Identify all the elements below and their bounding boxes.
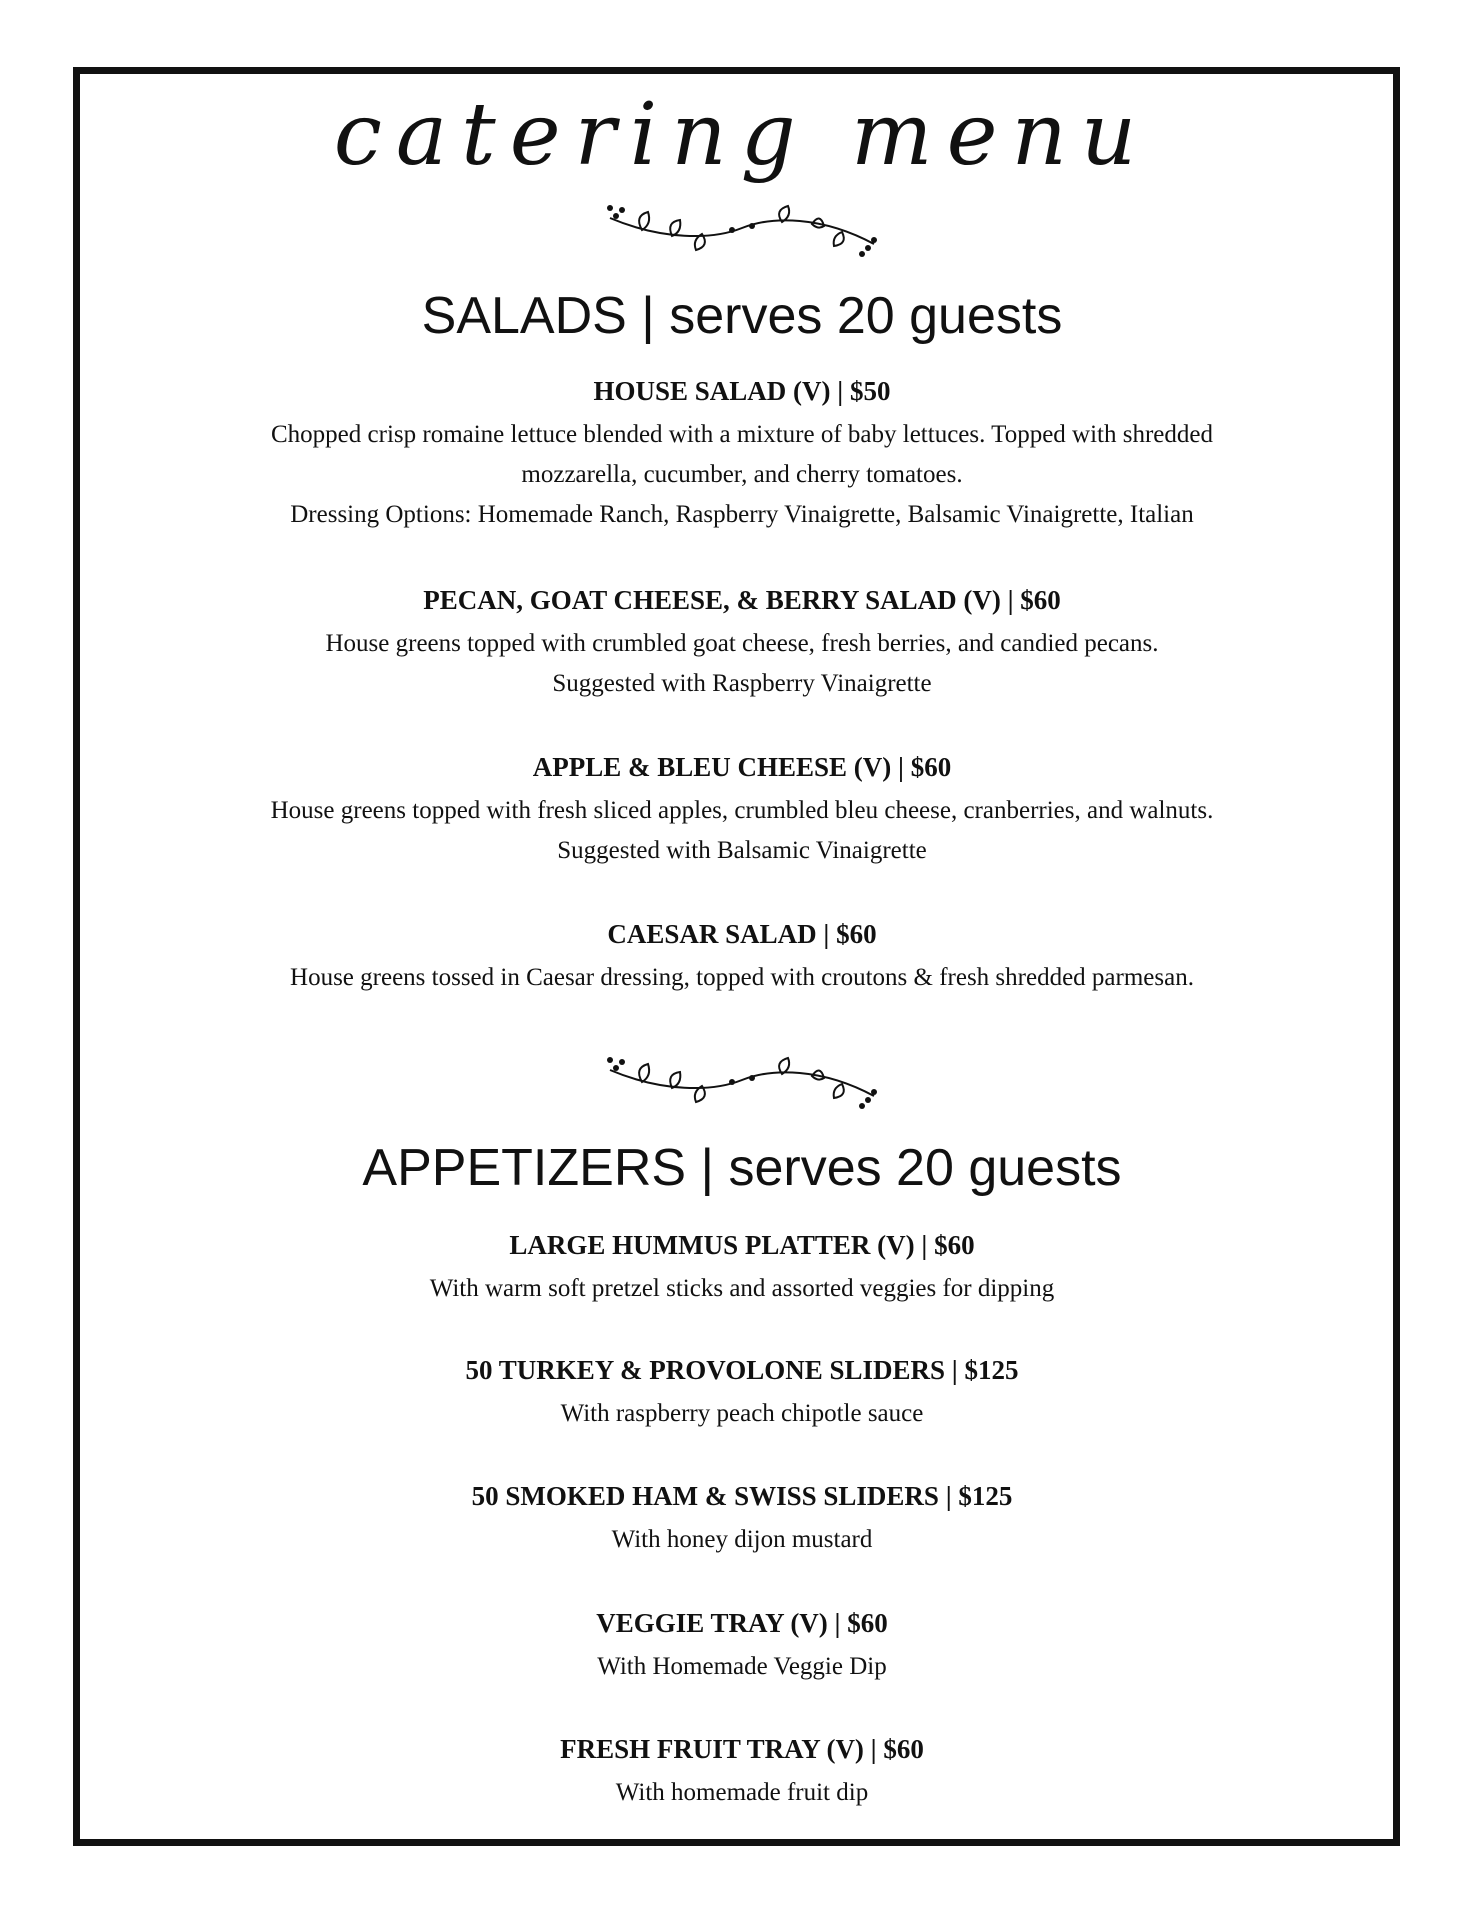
- description-line: With warm soft pretzel sticks and assorted veggies for dipping: [429, 1275, 1055, 1302]
- description-line: House greens topped with crumbled goat cheese, fresh berries, and candied pecans.: [325, 630, 1159, 657]
- description-line: House greens topped with fresh sliced apples, crumbled bleu cheese, cranberries, and walnuts.: [270, 797, 1214, 824]
- description-line: mozzarella, cucumber, and cherry tomatoes.: [521, 461, 963, 488]
- item-title: PECAN, GOAT CHEESE, & BERRY SALAD (V) | $60: [423, 585, 1061, 615]
- description-line: With raspberry peach chipotle sauce: [560, 1400, 924, 1427]
- item-title: LARGE HUMMUS PLATTER (V) | $60: [509, 1230, 975, 1260]
- item-title: VEGGIE TRAY (V) | $60: [596, 1608, 888, 1638]
- appetizers-section: [0, 1139, 1484, 1197]
- section-heading: APPETIZERS | serves 20 guests: [362, 1139, 1122, 1197]
- leaf-vine-divider-icon: [602, 200, 882, 260]
- item-description: [0, 1647, 1484, 1687]
- item-title: 50 TURKEY & PROVOLONE SLIDERS | $125: [465, 1355, 1019, 1385]
- item-description: [0, 1773, 1484, 1813]
- item-description: [0, 415, 1484, 535]
- item-description: [0, 1520, 1484, 1560]
- item-title: CAESAR SALAD | $60: [607, 919, 877, 949]
- menu-item: [0, 754, 1484, 871]
- description-line: With Homemade Veggie Dip: [597, 1653, 887, 1680]
- menu-item: [0, 921, 1484, 998]
- item-description: [0, 958, 1484, 998]
- menu-item: [0, 1483, 1484, 1560]
- description-line: With honey dijon mustard: [611, 1526, 873, 1553]
- item-description: [0, 1269, 1484, 1309]
- menu-item: [0, 1232, 1484, 1309]
- item-description: [0, 1394, 1484, 1434]
- leaf-vine-divider-icon: [602, 1052, 882, 1112]
- menu-item: [0, 1736, 1484, 1813]
- menu-item: [0, 587, 1484, 704]
- menu-item: [0, 1357, 1484, 1434]
- description-line: Suggested with Balsamic Vinaigrette: [557, 837, 927, 864]
- description-line: Dressing Options: Homemade Ranch, Raspberry Vinaigrette, Balsamic Vinaigrette, Italian: [290, 501, 1194, 528]
- item-description: [0, 624, 1484, 704]
- description-line: Chopped crisp romaine lettuce blended with a mixture of baby lettuces. Topped with shredded: [271, 421, 1213, 448]
- salads-section: [0, 287, 1484, 345]
- description-line: Suggested with Raspberry Vinaigrette: [552, 670, 932, 697]
- menu-item: [0, 378, 1484, 535]
- description-line: With homemade fruit dip: [615, 1779, 869, 1806]
- item-description: [0, 791, 1484, 871]
- description-line: House greens tossed in Caesar dressing, topped with croutons & fresh shredded parmesan.: [290, 964, 1194, 991]
- menu-title: catering menu: [333, 85, 1151, 185]
- menu-item: [0, 1610, 1484, 1687]
- item-title: FRESH FRUIT TRAY (V) | $60: [560, 1734, 924, 1764]
- item-title: HOUSE SALAD (V) | $50: [593, 376, 891, 406]
- section-heading: SALADS | serves 20 guests: [421, 287, 1063, 345]
- item-title: 50 SMOKED HAM & SWISS SLIDERS | $125: [471, 1481, 1013, 1511]
- item-title: APPLE & BLEU CHEESE (V) | $60: [532, 752, 952, 782]
